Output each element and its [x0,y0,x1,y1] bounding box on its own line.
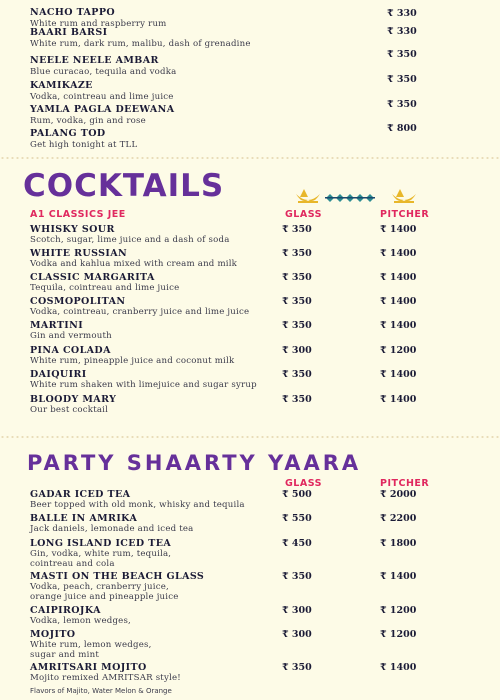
pitcher-price: ₹ 1200 [380,345,417,356]
pitcher-price: ₹ 2200 [380,513,417,524]
cocktail-name: CLASSIC MARGARITA [30,272,155,283]
cocktail-description: White rum, pineapple juice and coconut milk [30,356,235,366]
party-drink-description: White rum, lemon wedges, [30,640,152,650]
glass-price: ₹ 350 [282,369,312,380]
menu-item-price: ₹ 350 [387,49,417,60]
party-drink-name: GADAR ICED TEA [30,489,131,500]
glass-column-header: GLASS [285,209,322,220]
menu-item-name: YAMLA PAGLA DEEWANA [30,104,175,115]
cocktail-name: DAIQUIRI [30,369,87,380]
pitcher-price: ₹ 2000 [380,489,417,500]
menu-item-description: Vodka, cointreau and lime juice [30,92,174,102]
glass-price: ₹ 350 [282,272,312,283]
party-drink-name: LONG ISLAND ICED TEA [30,538,172,549]
party-drink-description: Jack daniels, lemonade and iced tea [30,524,194,534]
party-drink-description: Gin, vodka, white rum, tequila, [30,549,172,559]
party-drink-description: cointreau and cola [30,559,115,569]
party-glass-column-header: GLASS [285,478,322,489]
glass-price: ₹ 350 [282,224,312,235]
cocktail-description: Our best cocktail [30,405,109,415]
cocktail-description: Scotch, sugar, lime juice and a dash of soda [30,235,230,245]
pitcher-price: ₹ 1400 [380,571,417,582]
pitcher-price: ₹ 1400 [380,248,417,259]
pitcher-price: ₹ 1400 [380,369,417,380]
glass-price: ₹ 350 [282,662,312,673]
party-drink-name: BALLE IN AMRIKA [30,513,138,524]
pitcher-price: ₹ 1400 [380,662,417,673]
menu-item-description: Blue curacao, tequila and vodka [30,67,177,77]
menu-item-name: KAMIKAZE [30,80,93,91]
ornament-icon [296,188,476,206]
cocktail-description: Gin and vermouth [30,331,112,341]
cocktail-description: Vodka, cointreau, cranberry juice and lime juice [30,307,250,317]
pitcher-price: ₹ 1200 [380,629,417,640]
pitcher-price: ₹ 1800 [380,538,417,549]
glass-price: ₹ 450 [282,538,312,549]
glass-price: ₹ 350 [282,394,312,405]
section-divider [0,436,500,438]
party-drink-name: MASTI ON THE BEACH GLASS [30,571,205,582]
cocktail-name: WHISKY SOUR [30,224,115,235]
party-drink-description: orange juice and pineapple juice [30,592,179,602]
menu-item-price: ₹ 330 [387,8,417,19]
party-drink-description: Beer topped with old monk, whisky and tequila [30,500,245,510]
party-drink-description: Mojito remixed AMRITSAR style! [30,673,181,683]
glass-price: ₹ 350 [282,248,312,259]
menu-item-price: ₹ 800 [387,123,417,134]
menu-item-name: NEELE NEELE AMBAR [30,55,159,66]
cocktail-description: Vodka and kahlua mixed with cream and milk [30,259,238,269]
cocktail-name: MARTINI [30,320,84,331]
cocktail-name: COSMOPOLITAN [30,296,126,307]
section-divider [0,157,500,159]
menu-item-name: BAARI BARSI [30,27,108,38]
cocktail-name: BLOODY MARY [30,394,117,405]
glass-price: ₹ 500 [282,489,312,500]
pitcher-price: ₹ 1400 [380,224,417,235]
glass-price: ₹ 550 [282,513,312,524]
menu-item-name: NACHO TAPPO [30,7,116,18]
glass-price: ₹ 350 [282,296,312,307]
menu-item-description: Rum, vodka, gin and rose [30,116,146,126]
pitcher-price: ₹ 1400 [380,320,417,331]
cocktail-name: WHITE RUSSIAN [30,248,128,259]
menu-item-name: PALANG TOD [30,128,106,139]
glass-price: ₹ 300 [282,629,312,640]
menu-item-description: White rum and raspberry rum [30,19,167,29]
party-pitcher-column-header: PITCHER [380,478,430,489]
pitcher-price: ₹ 1400 [380,272,417,283]
cocktail-description: Tequila, cointreau and lime juice [30,283,180,293]
pitcher-price: ₹ 1200 [380,605,417,616]
party-drink-name: CAIPIROJKA [30,605,101,616]
pitcher-price: ₹ 1400 [380,296,417,307]
menu-item-price: ₹ 350 [387,74,417,85]
party-drink-description: sugar and mint [30,650,99,660]
party-drink-description: Vodka, lemon wedges, [30,616,131,626]
pitcher-price: ₹ 1400 [380,394,417,405]
party-drink-description: Vodka, peach, cranberry juice, [30,582,169,592]
party-drink-name: MOJITO [30,629,76,640]
party-drink-name: AMRITSARI MOJITO [30,662,147,673]
glass-price: ₹ 300 [282,345,312,356]
cocktails-title: COCKTAILS [23,168,225,204]
glass-price: ₹ 350 [282,571,312,582]
menu-item-description: Get high tonight at TLL [30,140,138,150]
menu-item-price: ₹ 330 [387,26,417,37]
pitcher-column-header: PITCHER [380,209,430,220]
flavors-footnote: Flavors of Majito, Water Melon & Orange [30,687,172,695]
cocktails-subhead: A1 CLASSICS JEE [30,209,126,220]
glass-price: ₹ 300 [282,605,312,616]
glass-price: ₹ 350 [282,320,312,331]
menu-item-price: ₹ 350 [387,99,417,110]
party-title: PARTY SHAARTY YAARA [27,451,362,475]
menu-item-description: White rum, dark rum, malibu, dash of grenadine [30,39,251,49]
cocktail-name: PINA COLADA [30,345,111,356]
cocktail-description: White rum shaken with limejuice and sugar syrup [30,380,257,390]
